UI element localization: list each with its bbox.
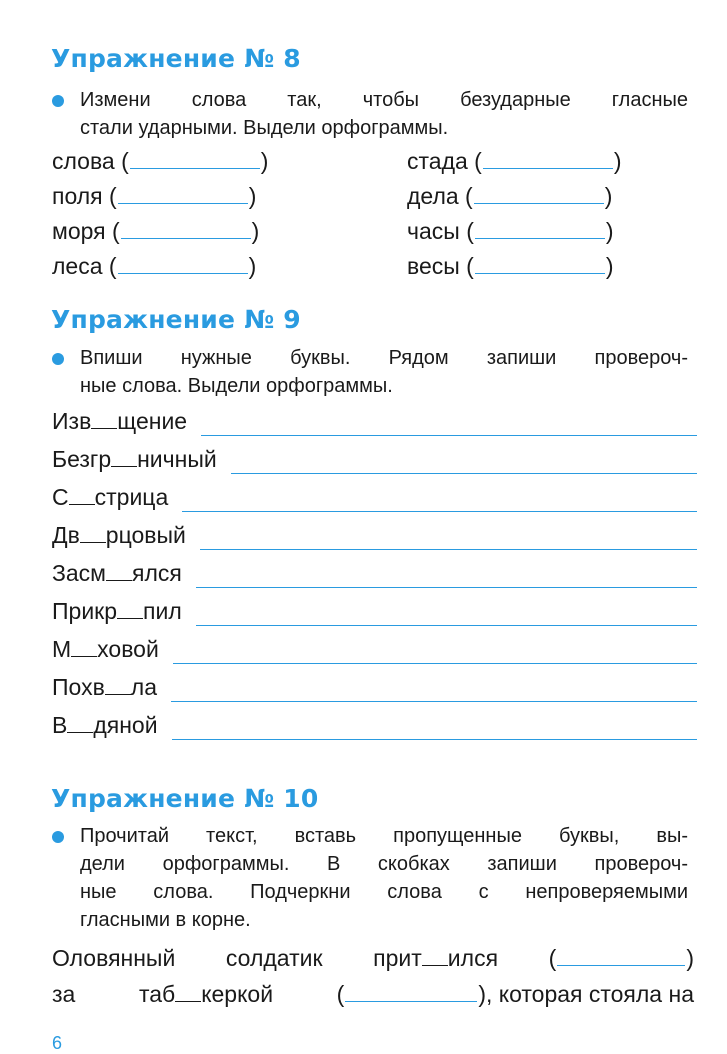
text-word-with-gap: таб керкой <box>138 981 274 1007</box>
word: моря <box>52 218 106 244</box>
word: слова <box>52 148 115 174</box>
letter-gap[interactable] <box>111 446 137 467</box>
exercise-10-instruction <box>80 822 688 934</box>
word: весы <box>407 253 460 279</box>
exercise-9-row <box>52 408 697 438</box>
instruction-line: Впиши нужные буквы. Рядом запиши провероч- <box>80 347 688 369</box>
check-word-line[interactable] <box>231 473 697 474</box>
answer-blank[interactable] <box>121 218 251 239</box>
bullet-icon <box>52 95 64 107</box>
word-with-gap: Безгр ничный <box>52 446 217 472</box>
letter-gap[interactable] <box>175 981 201 1002</box>
text-word: за <box>52 981 76 1007</box>
instruction-line: Прочитай текст, вставь пропущенные буквы, вы- <box>80 825 688 847</box>
check-word-line[interactable] <box>196 587 697 588</box>
exercise-8-right-item: дела ( ) <box>407 183 613 209</box>
check-word-line[interactable] <box>182 511 697 512</box>
check-word-line[interactable] <box>201 435 697 436</box>
exercise-8-right-item: часы ( ) <box>407 218 614 244</box>
answer-blank[interactable] <box>475 253 605 274</box>
check-word-line[interactable] <box>200 549 697 550</box>
exercise-10-text <box>52 945 694 1017</box>
word-with-gap: В дяной <box>52 712 158 738</box>
text-line <box>52 981 694 1017</box>
exercise-9-row <box>52 636 697 666</box>
exercise-8-instruction <box>80 86 688 142</box>
exercise-9-row <box>52 484 697 514</box>
word: поля <box>52 183 103 209</box>
letter-gap[interactable] <box>106 560 132 581</box>
bullet-icon <box>52 353 64 365</box>
instruction-line: ные слова. Выдели орфограммы. <box>80 375 393 397</box>
letter-gap[interactable] <box>117 598 143 619</box>
letter-gap[interactable] <box>71 636 97 657</box>
word-with-gap: Засм ялся <box>52 560 182 586</box>
check-word-line[interactable] <box>196 625 697 626</box>
exercise-9-instruction <box>80 344 688 400</box>
word: дела <box>407 183 459 209</box>
answer-blank[interactable] <box>118 253 248 274</box>
instruction-line: ные слова. Подчеркни слова с непроверяемыми <box>80 881 688 903</box>
word-with-gap: М ховой <box>52 636 159 662</box>
page-number: 6 <box>52 1033 63 1053</box>
text-line <box>52 945 694 981</box>
word-with-gap: Дв рцовый <box>52 522 186 548</box>
exercise-9-row <box>52 712 697 742</box>
exercise-8-right-item: весы ( ) <box>407 253 614 279</box>
text-word: Оловянный <box>52 945 176 971</box>
word-with-gap: Изв щение <box>52 408 188 434</box>
answer-parentheses: ( ) <box>548 945 694 971</box>
exercise-9-row <box>52 522 697 552</box>
instruction-line: Измени слова так, чтобы безударные гласные <box>80 89 688 111</box>
exercise-9-row <box>52 598 697 628</box>
letter-gap[interactable] <box>80 522 106 543</box>
answer-blank[interactable] <box>118 183 248 204</box>
word-with-gap: С стрица <box>52 484 169 510</box>
exercise-8-right-item: стада ( ) <box>407 148 622 174</box>
answer-blank[interactable] <box>474 183 604 204</box>
letter-gap[interactable] <box>105 674 131 695</box>
exercise-8-title: Упражнение № 8 <box>51 44 301 73</box>
exercise-8-left-item: слова ( ) <box>52 148 269 174</box>
word-with-gap: Прикр пил <box>52 598 182 624</box>
word: часы <box>407 218 460 244</box>
text-word: солдатик <box>225 945 323 971</box>
exercise-9-row <box>52 560 697 590</box>
answer-blank[interactable] <box>345 981 477 1002</box>
answer-blank[interactable] <box>475 218 605 239</box>
exercise-10-title: Упражнение № 10 <box>51 784 319 813</box>
letter-gap[interactable] <box>67 712 93 733</box>
word: стада <box>407 148 468 174</box>
answer-blank[interactable] <box>130 148 260 169</box>
exercise-9-row <box>52 446 697 476</box>
exercise-8-left-item: поля ( ) <box>52 183 257 209</box>
answer-blank[interactable] <box>557 945 685 966</box>
check-word-line[interactable] <box>171 701 697 702</box>
letter-gap[interactable] <box>69 484 95 505</box>
check-word-line[interactable] <box>172 739 697 740</box>
exercise-9-title: Упражнение № 9 <box>51 305 301 334</box>
exercise-8-left-item: моря ( ) <box>52 218 260 244</box>
exercise-9-row <box>52 674 697 704</box>
instruction-line: гласными в корне. <box>80 909 251 931</box>
text-fragment: ( ), которая стояла на <box>336 981 694 1007</box>
word: леса <box>52 253 103 279</box>
word-with-gap: Похв ла <box>52 674 158 700</box>
instruction-line: дели орфограммы. В скобках запиши провероч- <box>80 853 688 875</box>
bullet-icon <box>52 831 64 843</box>
check-word-line[interactable] <box>173 663 697 664</box>
text-word-with-gap: прит ился <box>373 945 499 971</box>
instruction-line: стали ударными. Выдели орфограммы. <box>80 117 449 139</box>
letter-gap[interactable] <box>422 945 448 966</box>
letter-gap[interactable] <box>91 408 117 429</box>
answer-blank[interactable] <box>483 148 613 169</box>
exercise-8-left-item: леса ( ) <box>52 253 257 279</box>
